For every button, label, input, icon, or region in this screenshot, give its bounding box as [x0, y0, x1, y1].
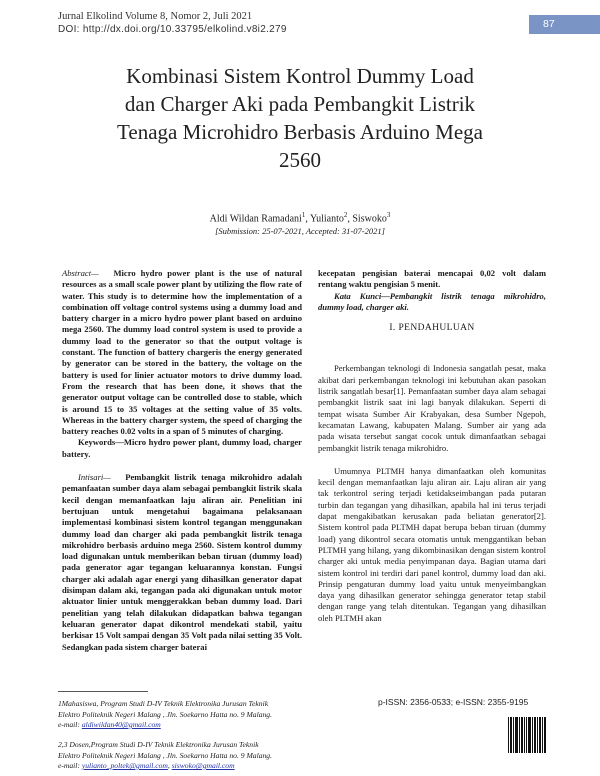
email-link[interactable]: siswoko@gmail.com	[171, 761, 235, 770]
doi-link[interactable]: DOI: http://dx.doi.org/10.33795/elkolind.v8i2.279	[58, 24, 287, 35]
submission-dates: [Submission: 25-07-2021, Accepted: 31-07-2021]	[215, 226, 385, 236]
author-3: Siswoko	[352, 213, 387, 225]
barcode-icon	[507, 715, 547, 759]
footnote-rule	[58, 691, 148, 692]
abstract: Abstract— Micro hydro power plant is the use of natural resources as a small scale power plant by utilizing the flow rate of water. This study is to determine how the implementation of a combination off voltage control systems using a dummy load and battery charger in a micro hydro power plant based on arduino mega 2560. The dummy load control system is used to provide a dummy load to the generator so that the output voltage is constant. The function of battery chargeris the energy generated by generator can be stored in the battery, the voltage on the battery is used for linier actuator motors to drive dummy load. From the research that has been done, it shows that the generator output voltage can be controlled dose to stable, which is around 15 to 35 voltages at the setting value of 35 volts. Whereas in the battery charger system, the speed of charging the battery reaches 0.02 volts in a span of 5 minutes of charging.	[62, 268, 302, 437]
paper-title: Kombinasi Sistem Kontrol Dummy Load dan Charger Aki pada Pembangkit Listrik Tenaga Microhidro Berbasis Arduino Mega 2560	[117, 64, 483, 172]
abstract-keywords: Keywords—Micro hydro power plant, dummy load, charger battery.	[62, 437, 302, 459]
journal-name: Jurnal Elkolind Volume 8, Nomor 2, Juli 2021	[58, 11, 253, 22]
author-list: Aldi Wildan Ramadani$^1$, Yulianto$^2$, Siswoko$^3$	[209, 211, 391, 225]
page-number: 87	[529, 15, 600, 34]
paragraph-2: Umumnya PLTMH hanya dimanfaatkan oleh komunitas kecil dengan memanfaatkan laju aliran air. Laju aliran air yang tak terkontrol sering terjadi ketidakseimbangan pada putaran turbin dan tegangan yang dihasilkan, apabila hal ini terus terjadi dapat mengakibatkan kerusakan pada beliatan generator[2]. Sistem kontrol pada PLTMH dapat berupa beban tiruan (dummy load) yang dikontrol secara otomatis untuk menggantikan beban PLTMH yang hilang, yang dikombinasikan dengan sistem kontrol charger aki untuk media penyimpanan daya. Bagian utama dari sistem kontrol ini terdiri dari panel kontrol, dummy load dan aki. Prinsip pengaturan dummy load yaitu untuk menyeimbangkan daya yang dihasilkan generator sehingga generator tetap stabil dengan range yang telah ditentukan. Tegangan yang dihasilkan oleh PLTMH akan	[318, 465, 546, 623]
paragraph-1: Perkembangan teknologi di Indonesia sangatlah pesat, maka akibat dari perkembangan teknologi ini kebutuhan akan pasokan listrik sangatlah besar[1]. Pemanfaatan sumber daya alam sebagai pembangkit listrik saat ini lagi banyak dilakukan. Seperti di tempat wisata Sumber Air Krabyakan, desa Sumber Ngepoh, kecamatan Lawang, kabupaten Malang. Sumber air yang ada pada wisata tersebut sangat cocok untuk dimanfaatkan sebagai pembangkit listrik tenaga mikrohidro.	[318, 363, 546, 453]
issn-label: p-ISSN: 2356-0533; e-ISSN: 2355-9195	[378, 697, 529, 707]
right-column	[318, 268, 546, 636]
kata-kunci: Kata Kunci—Pembangkit listrik tenaga mikrohidro, dummy load, charger aki.	[318, 290, 546, 312]
footnote-1: 1Mahasiswa, Program Studi D-IV Teknik Elektronika Jurusan Teknik Elektro Politeknik Negeri Malang , Jln. Soekarno Hatta no. 9 Malang. e-mail: aldiwildan40@gmail.com	[58, 699, 272, 729]
author-2: Yulianto	[309, 213, 344, 225]
author-1: Aldi Wildan Ramadani	[209, 213, 302, 225]
section-heading: I. PENDAHULUAN	[389, 323, 475, 334]
left-column	[62, 268, 302, 653]
intisari-continued: kecepatan pengisian baterai mencapai 0,02 volt dalam rentang waktu pengisian 5 menit.	[318, 268, 546, 290]
email-link[interactable]: yulianto_poltek@gmail.com	[81, 761, 168, 770]
footnote-2: 2,3 Dosen,Program Studi D-IV Teknik Elektronika Jurusan Teknik Elektro Politeknik Negeri Malang , Jln. Soekarno Hatta no. 9 Malang. e-mail: yulianto_poltek@gmail.com, siswoko@gmail.com	[58, 740, 272, 770]
intisari: Intisari— Pembangkit listrik tenaga mikrohidro adalah pemanfaatan sumber daya alam sebagai pembangkit listrik skala kecil dengan memanfaatkan laju aliran air. Penelitian ini bertujuan untuk mengetahui bagaimana pelaksanaan implementasi kombinasi sistem kontrol tegangan menggunakan dummy load dan charger aki pada pembangkit listrik tenaga mikrohidro berbasis arduino mega 2560. Sistem kontrol dummy load digunakan untuk memberikan beban tiruan (dummy load) pada generator agar tegangan keluarannya konstan. Fungsi charger aki adalah agar energi yang dihasilkan generator dapat disimpan dalam aki, tegangan pada aki digunakan untuk motor aktuator linier untuk menggerakkan beban dummy load. Dari penelitian yang telah dilakukan didapatkan bahwa tegangan keluaran generator dapat dikontrol mendekati stabil, yaitu berkisar 15 Volt sampai dengan 35 Volt pada nilai setting 35 Volt. Sedangkan pada sistem charger baterai	[62, 472, 302, 652]
journal-header	[58, 10, 287, 36]
email-link[interactable]: aldiwildan40@gmail.com	[81, 720, 161, 729]
